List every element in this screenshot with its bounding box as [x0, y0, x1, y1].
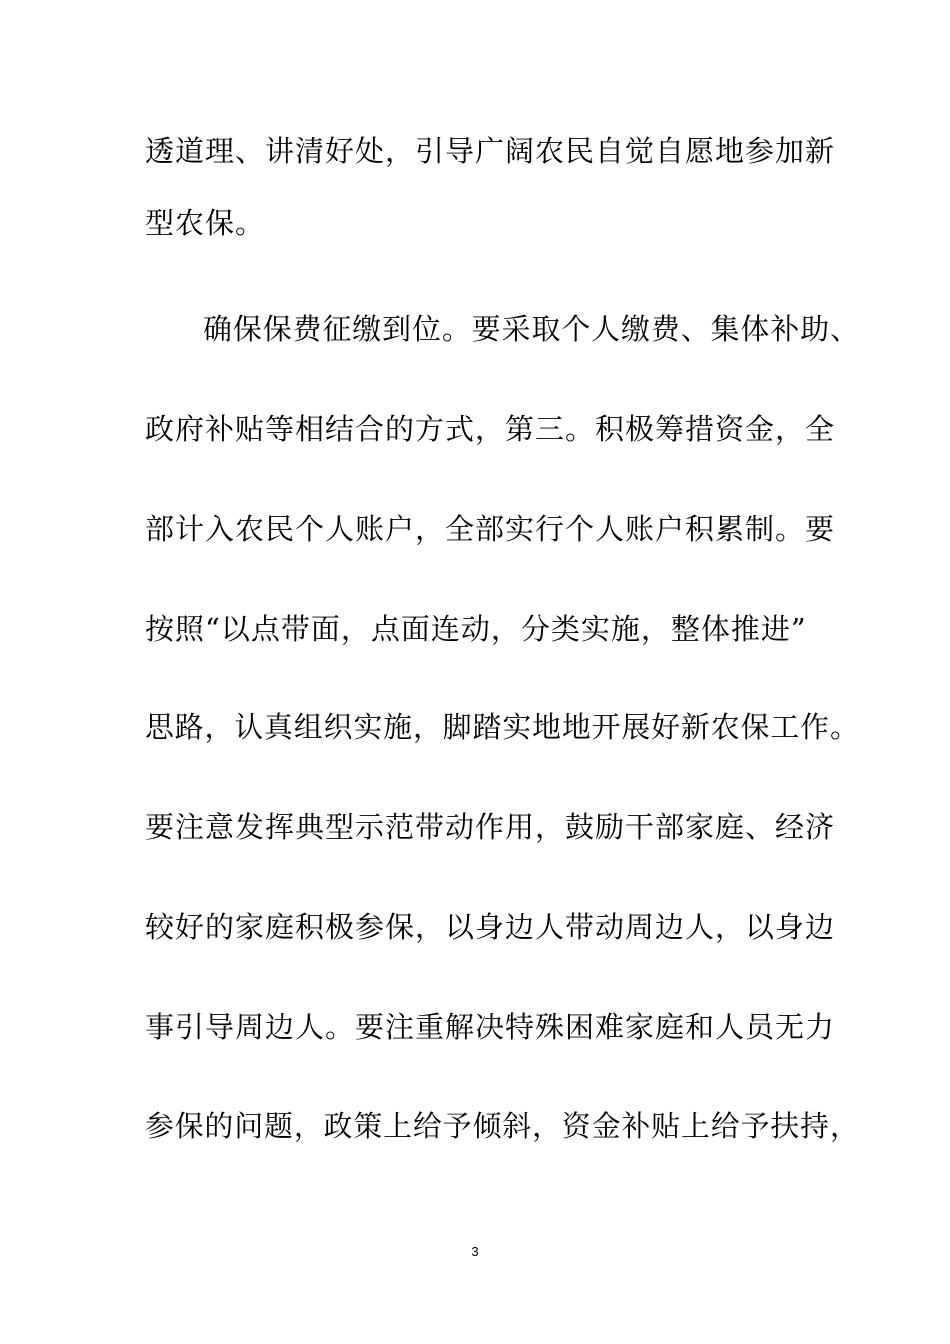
text-line-4: 政府补贴等相结合的方式，第三。积极筹措资金，全 — [145, 412, 836, 446]
text-line-11: 参保的问题，政策上给予倾斜，资金补贴上给予扶持， — [145, 1109, 860, 1143]
text-line-2: 型农保。 — [145, 206, 266, 240]
text-line-8: 要注意发挥典型示范带动作用，鼓励干部家庭、经济 — [145, 810, 836, 844]
text-line-7: 思路，认真组织实施，脚踏实地地开展好新农保工作。 — [145, 710, 860, 744]
text-line-10: 事引导周边人。要注重解决特殊困难家庭和人员无力 — [145, 1010, 836, 1044]
text-line-1: 透道理、讲清好处，引导广阔农民自觉自愿地参加新 — [145, 134, 836, 168]
text-line-3-paragraph-start: 确保保费征缴到位。要采取个人缴费、集体补助、 — [203, 312, 860, 346]
text-line-5: 部计入农民个人账户，全部实行个人账户积累制。要 — [145, 512, 836, 546]
text-line-9: 较好的家庭积极参保，以身边人带动周边人，以身边 — [145, 910, 836, 944]
text-line-6: 按照“以点带面，点面连动，分类实施，整体推进” — [145, 612, 807, 646]
page-number: 3 — [471, 1244, 479, 1259]
